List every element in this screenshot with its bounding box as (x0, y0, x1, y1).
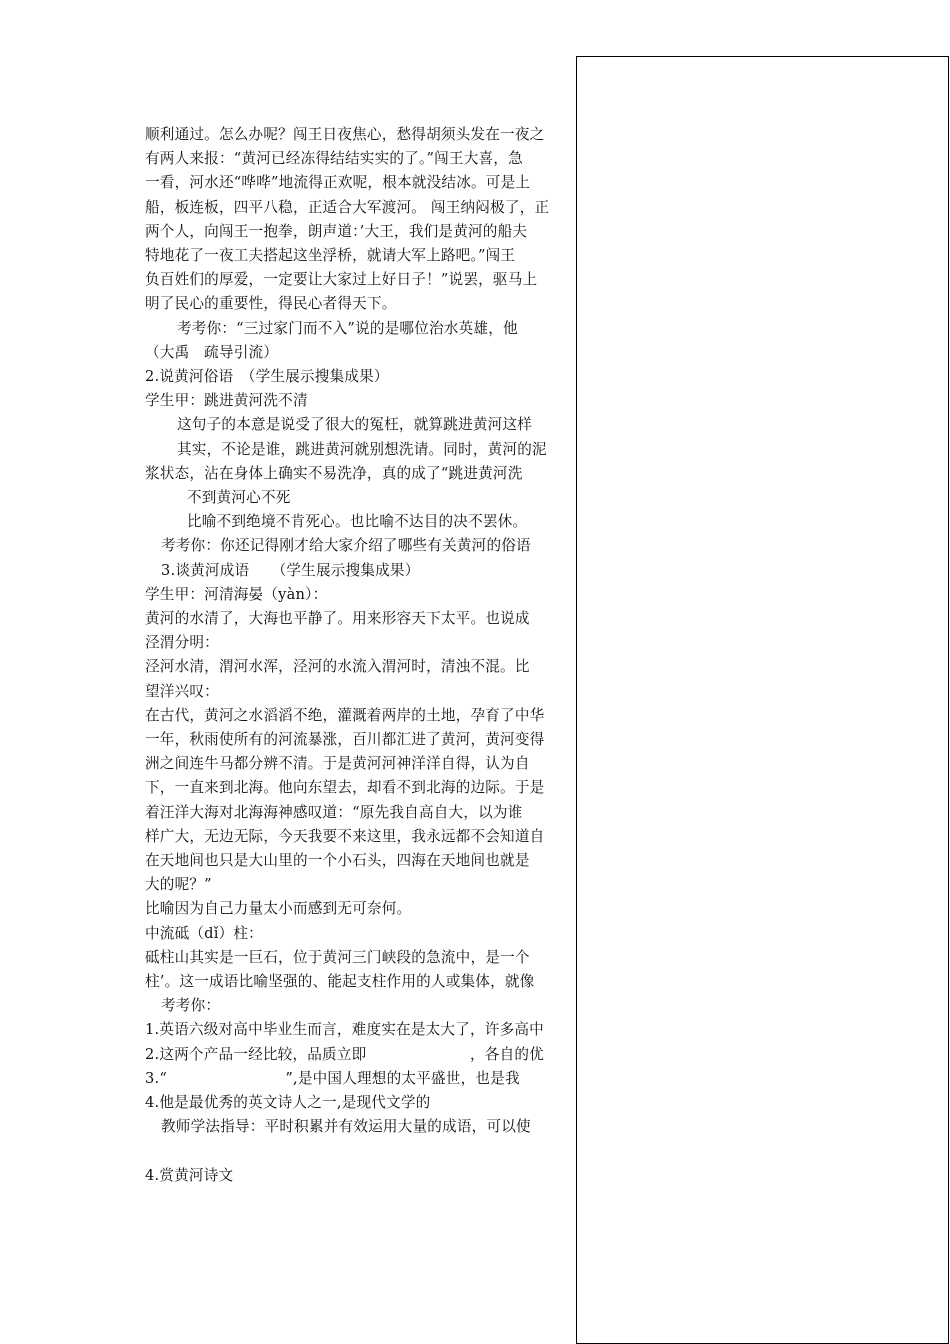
text-line: 黄河的水清了，大海也平静了。用来形容天下太平。也说成 (145, 610, 530, 627)
text-line: 顺利通过。怎么办呢？闯王日夜焦心，愁得胡须头发在一夜之 (145, 126, 545, 143)
text-line: 泾河水清，渭河水浑，泾河的水流入渭河时，清浊不混。比 (145, 658, 530, 676)
text-line: 4.赏黄河诗文 (145, 1166, 234, 1184)
text-line: 大的呢？” (145, 876, 212, 894)
text-line: 中流砥（dǐ）柱： (145, 924, 263, 942)
text-line: 其实，不论是谁，跳进黄河就别想洗请。同时，黄河的泥 (177, 440, 547, 458)
text-line: 望洋兴叹： (145, 682, 219, 700)
text-line: 有两人来报：“黄河已经冻得结结实实的了。”闯王大喜，急 (145, 150, 523, 168)
text-line: 两个人，向闯王一抱拳，朗声道：’大王，我们是黄河的船夫 (145, 222, 528, 240)
text-line: 样广大，无边无际，今天我要不来这里，我永远都不会知道自 (145, 827, 545, 845)
text-line: 在古代，黄河之水滔滔不绝，灌溉着两岸的土地，孕育了中华 (145, 706, 545, 724)
text-line: 洲之间连牛马都分辨不清。于是黄河河神洋洋自得，认为自 (145, 755, 530, 773)
side-panel-box (576, 56, 949, 1344)
text-line: 明了民心的重要性，得民心者得天下。 (145, 295, 397, 313)
text-line: 2.这两个产品一经比较，品质立即 ，各自的优 (145, 1045, 544, 1063)
text-line: 学生甲：跳进黄河洗不清 (145, 392, 308, 410)
text-line: 比喻因为自己力量太小而感到无可奈何。 (145, 900, 412, 918)
text-line: 3.谈黄河成语 （学生展示搜集成果） (161, 561, 420, 579)
text-line: 考考你：“三过家门而不入”说的是哪位治水英雄，他 (177, 319, 518, 337)
text-line: 浆状态，沾在身体上确实不易洗净，真的成了“跳进黄河洗 (145, 464, 523, 482)
text-line: 考考你：你还记得刚才给大家介绍了哪些有关黄河的俗语 (161, 537, 531, 555)
text-line: 比喻不到绝境不肯死心。也比喻不达目的决不罢休。 (187, 513, 528, 531)
body-text-column (145, 123, 577, 1223)
text-line: 柱’。这一成语比喻坚强的、能起支柱作用的人或集体，就像 (145, 973, 535, 990)
text-line: （大禹 疏导引流） (145, 343, 279, 361)
text-line: 特地花了一夜工夫搭起这坐浮桥，就请大军上路吧。”闯王 (145, 247, 516, 264)
text-line: 着汪洋大海对北海海神感叹道：“原先我自高自大，以为谁 (145, 803, 523, 821)
text-line: 1.英语六级对高中毕业生而言，难度实在是太大了，许多高中 (145, 1021, 544, 1039)
text-line: 3.“ ”,是中国人理想的太平盛世，也是我 (145, 1069, 520, 1087)
text-line: 下，一直来到北海。他向东望去，却看不到北海的边际。于是 (145, 779, 545, 797)
text-line: 砥柱山其实是一巨石，位于黄河三门峡段的急流中，是一个 (145, 948, 530, 966)
text-line: 一年，秋雨使所有的河流暴涨，百川都汇进了黄河，黄河变得 (145, 731, 545, 748)
text-line: 不到黄河心不死 (187, 489, 291, 506)
text-line: 一看，河水还“哗哗”地流得正欢呢，根本就没结冰。可是上 (145, 174, 531, 192)
text-line: 在天地间也只是大山里的一个小石头，四海在天地间也就是 (145, 852, 530, 869)
text-line: 船，板连板，四平八稳，正适合大军渡河。 闯王纳闷极了，正 (145, 198, 550, 216)
text-line: 负百姓们的厚爱，一定要让大家过上好日子！”说罢，驱马上 (145, 271, 538, 289)
text-line: 4.他是最优秀的英文诗人之一,是现代文学的 (145, 1094, 431, 1111)
text-line: 这句子的本意是说受了很大的冤枉，就算跳进黄河这样 (177, 416, 533, 434)
text-line: 学生甲：河清海晏（yàn）： (145, 585, 328, 603)
text-line: 考考你： (161, 997, 221, 1015)
text-line: 2.说黄河俗语 （学生展示搜集成果） (145, 368, 389, 385)
text-line: 教师学法指导：平时积累并有效运用大量的成语，可以使 (161, 1118, 531, 1136)
text-line: 泾渭分明： (145, 634, 219, 652)
